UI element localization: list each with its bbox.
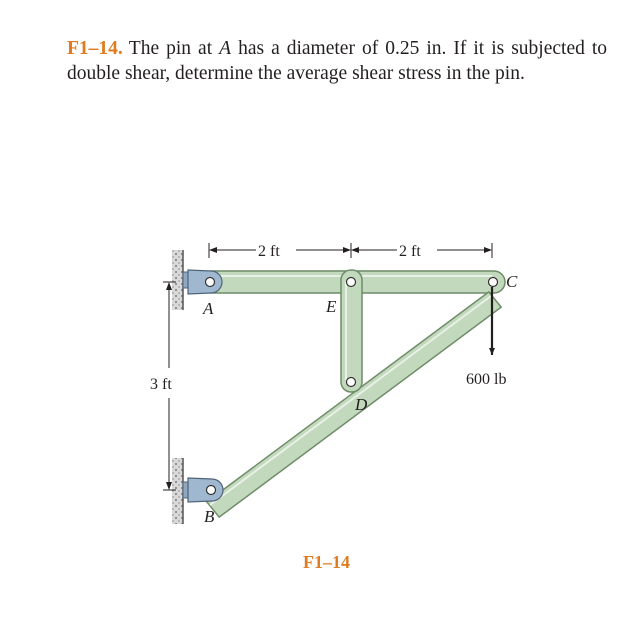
label-c: C bbox=[506, 272, 518, 291]
load-label: 600 lb bbox=[466, 371, 507, 388]
problem-text-2: has a diameter of 0.25 in. If it is subjected to double shear, determine the average shear stress in the pin. bbox=[67, 38, 608, 84]
pin-b-clevis bbox=[188, 478, 223, 502]
dimension-horizontal bbox=[209, 243, 492, 258]
figure-caption: F1–14 bbox=[303, 552, 350, 572]
link-ed bbox=[341, 270, 362, 392]
label-a: A bbox=[203, 299, 214, 318]
label-e: E bbox=[326, 297, 337, 316]
label-d: D bbox=[355, 395, 368, 414]
pin-e bbox=[347, 278, 356, 287]
pin-a-clevis bbox=[188, 270, 222, 294]
dim-label-left: 2 ft bbox=[258, 243, 280, 260]
pin-d bbox=[347, 378, 356, 387]
problem-number: F1–14. bbox=[67, 38, 123, 59]
problem-text-1: The pin at bbox=[128, 38, 213, 59]
problem-variable: A bbox=[219, 38, 232, 59]
dim-label-vertical: 3 ft bbox=[150, 376, 172, 393]
pin-c bbox=[489, 278, 498, 287]
dim-label-right: 2 ft bbox=[399, 243, 421, 260]
label-b: B bbox=[204, 507, 215, 526]
